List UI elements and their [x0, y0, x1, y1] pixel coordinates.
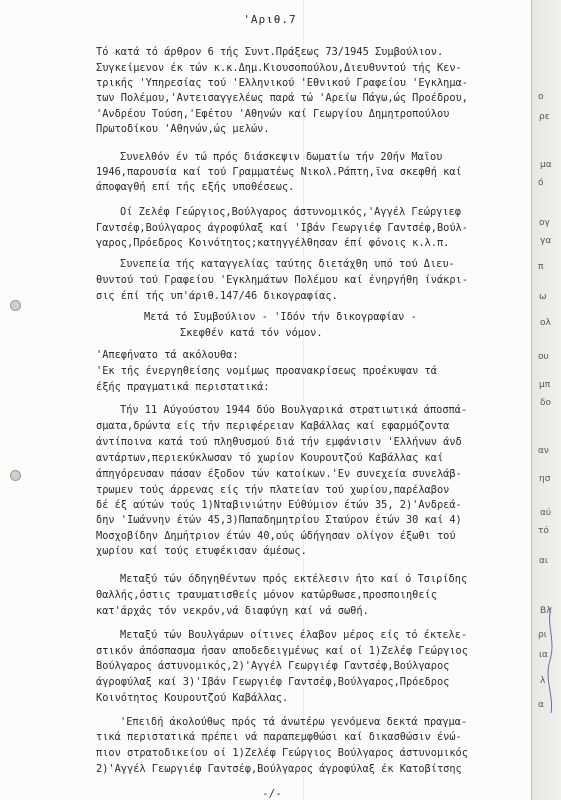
text-line: άγροφύλαξ καί 3)'Ιβάν Γεωργιέφ Γαντσέφ,Βούλγαρος,Πρόεδρος: [96, 676, 450, 688]
text-line: Βούλγαρος άστυνομικός,2)'Αγγέλ Γεωργιέφ Γαντσέφ,Βούλγαρος: [96, 660, 450, 672]
text-line: 'Εκ τής ένεργηθείσης νομίμως προανακρίσεως προέκυψαν τά: [96, 365, 437, 377]
margin-note: λ: [540, 676, 546, 686]
text-line: 2)'Αγγέλ Γεωργιέφ Γαντσέφ,Βούλγαρος άγροφύλαξ έκ Κατοβίτσης: [96, 763, 462, 775]
text-line: άποφαγθή επί τής εξής υποθέσεως.: [96, 181, 295, 193]
text-line: άντίποινα κατά τού πληθυσμού διά τήν εμφάνισιν 'Ελλήνων άνδ: [96, 436, 462, 448]
margin-note: ου: [538, 352, 549, 362]
text-line: γαρος,Πρόεδρος Κοινότητος;κατηγγέλθησαν έπί φόνοις κ.λ.π.: [96, 237, 450, 249]
text-line: τρικής 'Υπηρεσίας τού 'Ελληνικού 'Εθνικού Γραφείου 'Εγκλημα-: [96, 77, 468, 89]
text-line: Θαλλής,όστις τραυματισθείς μόνον κατώρθωσε,προσποιηθείς: [96, 589, 437, 601]
margin-note: ολ: [540, 318, 551, 328]
margin-note: ό: [538, 178, 544, 188]
text-line: Μετά τό Συμβούλιον - 'Ιδόν τήν δικογραφίαν -: [144, 311, 417, 323]
margin-note: τό: [538, 526, 549, 536]
text-line: Γαντσέφ,Βούλγαρος άγροφύλαξ καί 'Ιβάν Γεωργιέφ Γαντσέφ,Βούλ-: [96, 222, 468, 234]
punch-hole: [10, 470, 21, 481]
text-line: Μεταξύ τών Βουλγάρων οίτινες έλαβον μέρος είς τό έκτελε-: [120, 629, 468, 641]
text-line: έξής πραγματικά περιστατικά:: [96, 381, 270, 393]
text-line: Συνελθόν έν τώ πρός διάσκεψιν δωματίω τήν 20ήν Μαΐου: [120, 151, 443, 163]
text-line: Συγκείμενον έκ τών κ.κ.Δημ.Κιουσοπούλου,Διευθυντού τής Κεν-: [96, 62, 462, 74]
margin-note: ια: [539, 650, 548, 660]
margin-note: ρι: [538, 630, 547, 640]
footer-mark: -/-: [262, 787, 282, 800]
text-line: 'Ανδρέου Τούση,'Εφέτου 'Αθηνών καί Γεωργίου Δημητροπούλου: [96, 108, 450, 120]
text-line: Μεταξύ τών όδηγηθέντων πρός εκτέλεσιν ήτο καί ό Τσιρίδης: [120, 573, 468, 585]
text-line: Μοσχοβίδην Δημήτριον έτών 40,ούς ώδήγησαν ολίγον έξωθι τού: [96, 530, 456, 542]
margin-note: ρε: [539, 112, 550, 122]
text-line: άπηγόρευσαν πάσαν έξοδον τών κατοίκων.'Εν συνεχεία συνελάβ-: [96, 468, 462, 480]
text-line: Κοινότητος Κουρουτζού Καβάλλας.: [96, 692, 289, 704]
page-number-heading: 'Αριθ.7: [243, 13, 297, 26]
margin-note: δο: [540, 398, 552, 408]
text-line: δην 'Ιωάννην έτών 45,3)Παπαδημητρίου Σταύρον έτών 30 καί 4): [96, 514, 462, 526]
margin-note: γα: [540, 236, 552, 246]
margin-note: π: [538, 262, 544, 272]
punch-hole: [10, 300, 21, 311]
margin-note: μπ: [539, 380, 551, 390]
text-line: Συνεπεία τής καταγγελίας ταύτης διετάχθη υπό τού Διευ-: [120, 258, 455, 270]
text-line: 'Απεφήνατο τά ακόλουθα:: [96, 349, 239, 361]
margin-note: Βλ: [540, 606, 552, 616]
text-line: τικά περιστατικά πρέπει νά παραπεμφθώσι καί δικασθώσιν ένώ-: [96, 731, 462, 743]
text-line: στικόν άπόσπασμα ήσαν αποδεδειγμένως καί οί 1)Ζελέφ Γεώργιος: [96, 645, 468, 657]
text-line: πιον στρατοδικείου οί 1)Ζελέφ Γεώργιος Βούλγαρος άστυνομικός: [96, 747, 468, 759]
text-line: 'Επειδή άκολούθως πρός τά άνωτέρω γενόμενα δεκτά πραγμα-: [120, 716, 468, 728]
text-line: αντάρτων,περιεκύκλωσαν τό χωρίον Κουρουτζού Καβάλλας καί: [96, 452, 444, 464]
text-line: δέ έξ αύτών τούς 1)Νταβινιώτην Εύθύμιον έτών 35, 2)'Ανδρεά-: [96, 499, 462, 511]
text-line: χωρίου καί τούς ετυφέκισαν άμέσως.: [96, 545, 307, 557]
handwritten-mark: [544, 605, 558, 715]
text-line: Τήν 11 Αύγούστου 1944 δύο Βουλγαρικά στρατιωτικά άποσπά-: [120, 404, 468, 416]
margin-note: α: [538, 700, 544, 710]
text-line: σματα,δρώντα είς τήν περιφέρειαν Καβάλλας καί εφαρμόζοντα: [96, 420, 450, 432]
text-line: Οί Ζελέφ Γεώργιος,Βούλγαρος άστυνομικός,'Αγγέλ Γεώργιεφ: [120, 206, 461, 218]
margin-note: ω: [539, 292, 547, 302]
margin-note: μα: [540, 160, 552, 170]
text-line: 1946,παρουσία καί τού Γραμματέως Νικολ.Ράπτη,ΐνα σκεφθή καί: [96, 166, 462, 178]
text-line: σις έπί τής υπ'άριθ.147/46 δικογραφίας.: [96, 290, 338, 302]
text-line: των Πολέμου,'Αντεισαγγελέως παρά τώ 'Αρείω Πάγω,ώς Προέδρου,: [96, 92, 468, 104]
margin-note: ο: [538, 92, 544, 102]
text-line: τρωμεν τούς άρρενας είς τήν πλατείαν τού χωρίου,παρέλαβον: [96, 484, 450, 496]
margin-note: αν: [538, 446, 549, 456]
margin-note: ογ: [539, 218, 550, 228]
margin-note: αύ: [540, 508, 552, 518]
text-line: κατ'άρχάς τόν νεκρόν,νά διαφύγη καί νά σωθή.: [96, 605, 369, 617]
text-line: Σκεφθέν κατά τόν νόμον.: [180, 327, 323, 339]
margin-note: αι: [539, 556, 548, 566]
margin-note: ησ: [539, 474, 551, 484]
text-line: Τό κατά τό άρθρον 6 τής Συντ.Πράξεως 73/1945 Συμβούλιον.: [96, 46, 444, 58]
text-line: Πρωτοδίκου 'Αθηνών,ώς μελών.: [96, 123, 270, 135]
text-line: θυντού τού Γραφείου 'Εγκλημάτων Πολέμου καί ένηργήθη ίνάκρι-: [96, 274, 468, 286]
